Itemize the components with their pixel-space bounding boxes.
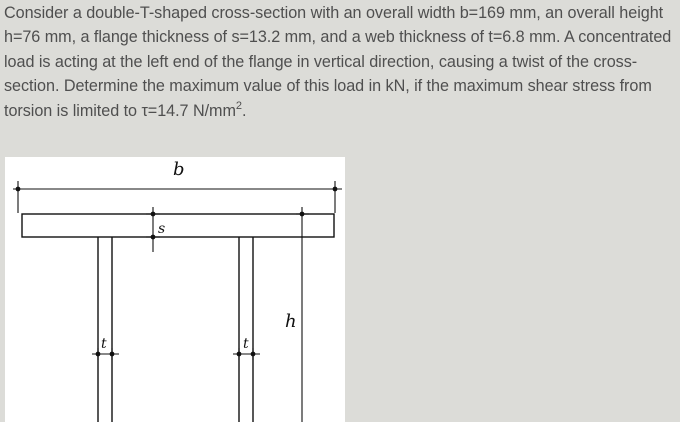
right-web-dot-outer [237,352,242,357]
right-web-thickness-label: t [243,336,249,352]
problem-statement [4,1,676,123]
problem-text-main: Consider a double-T-shaped cross-section with an overall width b=169 mm, an overall height h=76 mm, a flange thickness of s=13.2 mm, and a web thickness of t=6.8 mm. A concentrated load is acting at the left end of the flange in vertical direction, causing a twist of the cross-section. Determine the maximum value of this load in kN, if the maximum shear stress from torsion is limited to τ=14.7 N/mm [4,4,672,120]
height-label: h [285,311,297,332]
width-dimension-dot-right [333,187,338,192]
flange-outline [22,214,334,237]
unit-exponent: 2 [235,99,242,112]
flange-thickness-dot-bottom [151,235,156,240]
cross-section-drawing [5,157,345,422]
left-web-dot-outer [96,352,101,357]
width-dimension-dot-left [16,187,21,192]
problem-text-end: . [241,101,247,120]
left-web-thickness-label: t [101,336,107,352]
left-web-dot-inner [110,352,115,357]
flange-thickness-dot-top [151,212,156,217]
cross-section-figure [5,157,345,422]
height-dot-top [300,212,305,217]
right-web-dot-inner [251,352,256,357]
width-label: b [173,159,185,180]
flange-thickness-label: s [158,221,166,237]
